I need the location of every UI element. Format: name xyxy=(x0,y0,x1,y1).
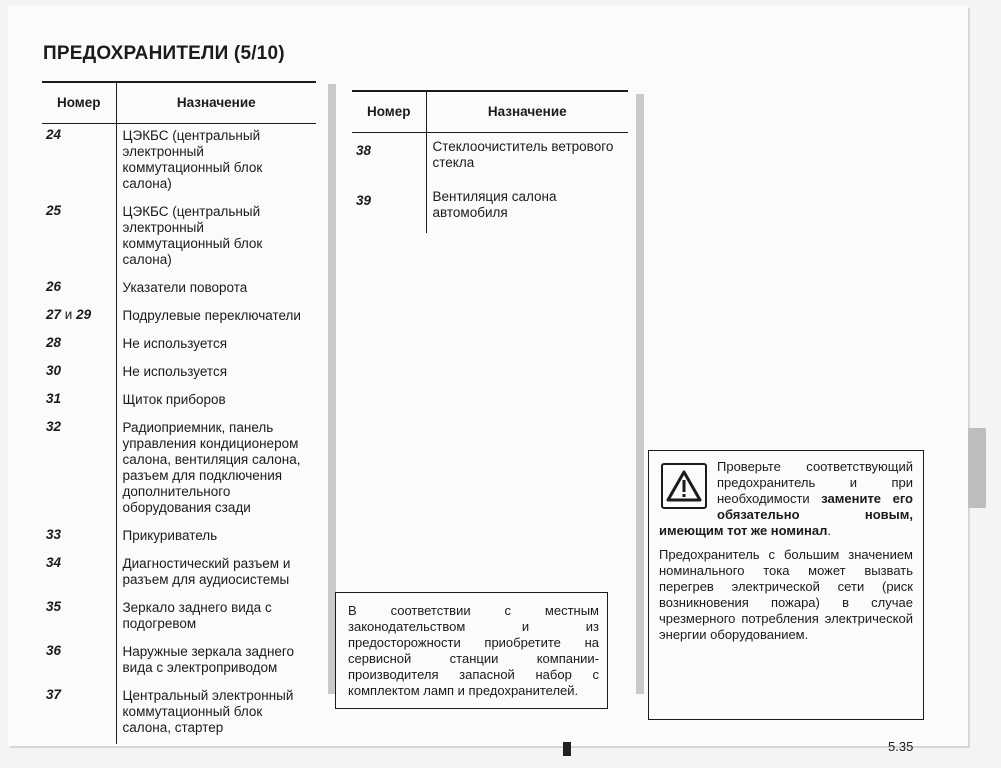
warning-box xyxy=(648,450,924,720)
warning-text-end: . xyxy=(827,523,832,538)
note-text: В соответствии с местным законодательством и из предосторожности приобретите на сервисной станции компании-производителя запасной набор с комплектом ламп и предохранителей. xyxy=(348,603,599,698)
fuse-number: 36 xyxy=(42,640,116,684)
fuse-purpose: Диагностический разъем и разъем для аудиосистемы xyxy=(122,556,291,587)
spare-kit-note xyxy=(335,592,608,709)
fuse-purpose: Наружные зеркала заднего вида с электроприводом xyxy=(122,644,295,675)
fuse-number: 38 xyxy=(352,133,426,184)
fuse-purpose: Щиток приборов xyxy=(122,392,226,407)
page-title: ПРЕДОХРАНИТЕЛИ (5/10) xyxy=(43,43,285,64)
page-edge-tab xyxy=(968,428,986,508)
warning-detail-text: Предохранитель с большим значением номинального тока может вызвать перегрев электрической сети (риск возникновения пожара) в случае чрезмерного потребления электрической энергии оборудованием. xyxy=(659,547,913,642)
column-header-purpose: Назначение xyxy=(426,91,628,133)
table-row xyxy=(352,133,628,184)
table-row xyxy=(42,332,316,360)
fuse-number: 37 xyxy=(42,684,116,744)
table-row xyxy=(42,388,316,416)
table-row xyxy=(42,684,316,744)
fuse-number: 31 xyxy=(42,388,116,416)
table-row xyxy=(42,552,316,596)
column-divider-right xyxy=(636,94,644,694)
table-row xyxy=(42,416,316,524)
table-row xyxy=(42,124,316,201)
fuse-purpose: Стеклоочиститель ветрового стекла xyxy=(432,139,614,170)
fuse-number-b: 29 xyxy=(76,307,92,322)
fuse-number: 26 xyxy=(42,276,116,304)
table-row xyxy=(352,183,628,233)
fuse-purpose: Центральный электронный коммутационный блок салона, стартер xyxy=(122,688,294,735)
fuse-purpose: Не используется xyxy=(122,364,228,379)
warning-text-intro: Проверьте соответствующий предохранитель и при необходимости xyxy=(717,459,913,506)
table-row xyxy=(42,640,316,684)
table-row xyxy=(42,360,316,388)
table-row xyxy=(42,200,316,276)
fuse-number-and: и xyxy=(64,307,73,322)
warning-text-bold: замените его обязательно новым, имеющим тот же номинал xyxy=(659,491,913,538)
fuse-purpose: Радиоприемник, панель управления кондиционером салона, вентиляция салона, разъем для подключения дополнительного оборудования сзади xyxy=(122,420,301,515)
fuse-purpose: ЦЭКБС (центральный электронный коммутационный блок салона) xyxy=(122,128,263,191)
fuse-number: 35 xyxy=(42,596,116,640)
fuse-purpose: Вентиляция салона автомобиля xyxy=(432,189,557,220)
fuse-purpose: Подрулевые переключатели xyxy=(122,308,301,323)
table-row xyxy=(42,596,316,640)
fuse-number xyxy=(42,304,116,332)
fuse-purpose: Указатели поворота xyxy=(122,280,248,295)
binding-mark xyxy=(563,742,571,756)
fuse-number: 34 xyxy=(42,552,116,596)
table-row xyxy=(42,276,316,304)
table-row xyxy=(42,304,316,332)
fuse-number: 30 xyxy=(42,360,116,388)
fuse-number: 28 xyxy=(42,332,116,360)
manual-page xyxy=(8,6,968,754)
page-number: 5.35 xyxy=(888,739,914,754)
fuse-purpose: Зеркало заднего вида с подогревом xyxy=(122,600,272,631)
table-header xyxy=(352,91,628,133)
table-row xyxy=(42,524,316,552)
column-header-number: Номер xyxy=(42,82,116,124)
fuse-number: 33 xyxy=(42,524,116,552)
warning-triangle-icon xyxy=(661,463,707,509)
fuse-purpose: Прикуриватель xyxy=(122,528,218,543)
fuse-number: 39 xyxy=(352,183,426,233)
fuse-table-left xyxy=(42,81,316,744)
fuse-purpose: ЦЭКБС (центральный электронный коммутационный блок салона) xyxy=(122,204,263,267)
fuse-number-a: 27 xyxy=(46,307,62,322)
fuse-table-right xyxy=(352,90,628,233)
column-header-number: Номер xyxy=(352,91,426,133)
fuse-number: 24 xyxy=(42,124,116,201)
column-header-purpose: Назначение xyxy=(116,82,316,124)
fuse-number: 32 xyxy=(42,416,116,524)
fuse-number: 25 xyxy=(42,200,116,276)
fuse-purpose: Не используется xyxy=(122,336,228,351)
table-header xyxy=(42,82,316,124)
